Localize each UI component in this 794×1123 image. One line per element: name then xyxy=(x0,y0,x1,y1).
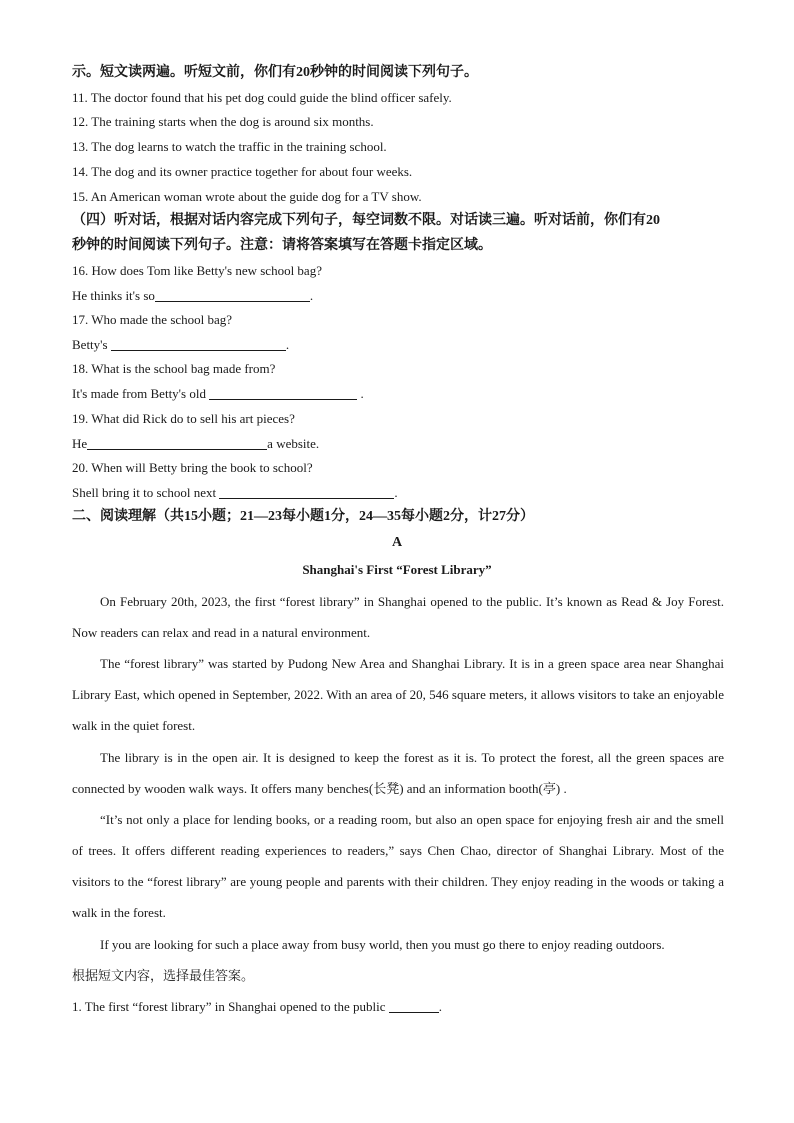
question-18: 18. What is the school bag made from? xyxy=(72,361,276,376)
question-17: 17. Who made the school bag? xyxy=(72,312,233,327)
answer-prefix: He xyxy=(72,436,88,451)
answer-16 xyxy=(72,287,313,305)
list-item: 11. The doctor found that his pet dog could guide the blind officer safely. xyxy=(72,90,452,105)
answer-blank-18[interactable] xyxy=(209,386,357,400)
reading-question-1 xyxy=(72,998,442,1016)
answer-blank-19[interactable] xyxy=(87,436,267,450)
answer-19 xyxy=(72,435,319,453)
list-item: 13. The dog learns to watch the traffic in the training school. xyxy=(72,139,387,154)
question-19: 19. What did Rick do to sell his art pieces? xyxy=(72,411,295,426)
list-item: 12. The training starts when the dog is around six months. xyxy=(72,114,374,129)
question-20: 20. When will Betty bring the book to school? xyxy=(72,460,313,475)
answer-20 xyxy=(72,484,398,502)
paragraph: “It’s not only a place for lending books, or a reading room, but also an open space for enjoying fresh air and the smell of trees. It offers different reading experiences to readers,” says Chen Chao, director of Shanghai Library. Most of the visitors to the “forest library” are young people and parents with their children. They enjoy reading in the woods or taking a walk in the forest. xyxy=(72,812,724,920)
passage-title: Shanghai's First “Forest Library” xyxy=(302,562,492,577)
answer-blank-1[interactable] xyxy=(389,999,439,1013)
question-16: 16. How does Tom like Betty's new school bag? xyxy=(72,263,322,278)
section-heading: 二、阅读理解（共15小题；21—23每小题1分，24—35每小题2分，计27分） xyxy=(72,509,534,524)
paragraph: The “forest library” was started by Pudong New Area and Shanghai Library. It is in a green space area near Shanghai Library East, which opened in September, 2022. With an area of 20, 546 square meters, it allows visitors to take an enjoyable walk in the quiet forest. xyxy=(72,656,724,733)
section-instruction: （四）听对话，根据对话内容完成下列句子，每空词数不限。对话读三遍。听对话前，你们有20 xyxy=(72,213,660,228)
answer-blank-16[interactable] xyxy=(155,288,310,302)
paragraph: On February 20th, 2023, the first “forest library” in Shanghai opened to the public. It’s known as Read & Joy Forest. Now readers can relax and read in a natural environment. xyxy=(72,594,724,640)
question-text: 1. The first “forest library” in Shanghai opened to the public xyxy=(72,999,389,1014)
paragraph: If you are looking for such a place away from busy world, then you must go there to enjoy reading outdoors. xyxy=(100,937,665,952)
question-suffix: . xyxy=(438,999,442,1014)
passage-letter: A xyxy=(391,535,403,550)
section-instruction: 秒钟的时间阅读下列句子。注意：请将答案填写在答题卡指定区域。 xyxy=(72,238,492,253)
answer-suffix: a website. xyxy=(267,436,320,451)
answer-suffix: . xyxy=(309,288,314,303)
answer-suffix: . xyxy=(394,485,398,500)
instruction-text: 示。短文读两遍。听短文前，你们有20秒钟的时间阅读下列句子。 xyxy=(72,65,478,80)
answer-blank-20[interactable] xyxy=(219,485,394,499)
answer-suffix: . xyxy=(357,386,364,401)
answer-18 xyxy=(72,385,364,403)
task-instruction: 根据短文内容，选择最佳答案。 xyxy=(72,968,255,983)
paragraph: The library is in the open air. It is designed to keep the forest as it is. To protect the forest, all the green spaces are connected by wooden walk ways. It offers many benches(长凳) and an information booth(亭) . xyxy=(72,750,724,796)
answer-prefix: It's made from Betty's old xyxy=(72,386,210,401)
list-item: 15. An American woman wrote about the guide dog for a TV show. xyxy=(72,189,422,204)
answer-blank-17[interactable] xyxy=(111,337,286,351)
answer-prefix: He thinks it's so xyxy=(72,288,155,303)
list-item: 14. The dog and its owner practice together for about four weeks. xyxy=(72,164,413,179)
answer-17 xyxy=(72,336,289,354)
answer-prefix: Betty's xyxy=(72,337,111,352)
answer-prefix: Shell bring it to school next xyxy=(72,485,220,500)
answer-suffix: . xyxy=(285,337,290,352)
